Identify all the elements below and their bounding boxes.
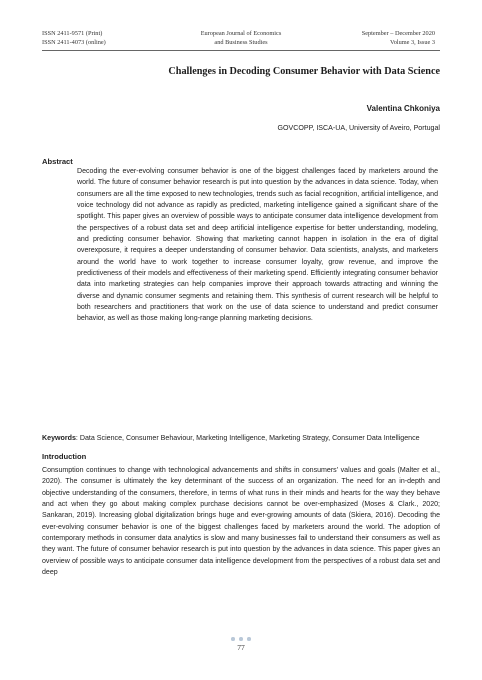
journal-name-line1: European Journal of Economics [200, 30, 282, 37]
header-divider [42, 50, 440, 51]
issue-date: September – December 2020 [361, 30, 435, 37]
header-issue [362, 30, 435, 47]
page-number: 77 [237, 643, 245, 652]
journal-name-line2: and Business Studies [214, 38, 268, 46]
footer-dots-ornament [0, 637, 482, 641]
keywords-list: : Data Science, Consumer Behaviour, Marketing Intelligence, Marketing Strategy, Consumer Data Intelligence [75, 434, 420, 442]
abstract-body: Decoding the ever-evolving consumer behavior is one of the biggest challenges faced by marketers around the world. The future of consumer behavior research is put into question by the advances in data science. Today, when consumers are all the time exposed to new technologies, trends such as facial recognition, artificial intelligence, and voice technology did not advance as rapidly as predicted, marketing intelligence gained a significant share of the spotlight. This paper gives an overview of possible ways to anticipate consumer data intelligence development from the perspectives of a robust data set and deep artificial intelligence expertise for better understanding, modeling, and predicting consumer behavior. Showing that marketing cannot happen in isolation in the era of digital overexposure, it requires a deeper understanding of consumer behavior. Data scientists, analysts, and marketers around the world have to work together to increase consumer loyalty, grow revenue, and improve the predictiveness of their models and effectiveness of their marketing spend. Efficiently integrating consumer behavior data into marketing strategies can help companies improve their approach towards attracting and winning the diverse and dynamic consumer segments and retaining them. This synthesis of current research will be helpful to both researchers and practitioners that work on the use of data science to understand and predict consumer behavior, as well as those making long-range planning marketing decisions. [77, 168, 438, 323]
introduction-heading: Introduction [42, 452, 87, 461]
ornament-dot [247, 637, 251, 641]
keywords [42, 433, 440, 444]
author-affiliation: GOVCOPP, ISCA-UA, University of Aveiro, Portugal [277, 124, 440, 132]
ornament-dot [231, 637, 235, 641]
abstract-heading: Abstract [42, 157, 73, 166]
issn-print: ISSN 2411-9571 (Print) [42, 30, 103, 37]
author-name: Valentina Chkoniya [366, 104, 440, 113]
introduction-body: Consumption continues to change with technological advancements and shifts in consumers’ values and goals (Malter et al., 2020). The consumer is ultimately the key determinant of the success of an organization. The need for an in-depth and objective understanding of the consumers, therefore, in terms of what runs in their minds and hearts for the way they behave and act when they go about making complex purchase decisions cannot be over-emphasized (Moses & Clark., 2020; Sankaran, 2019). Increasing global digitalization brings huge and ever-growing amounts of data (Skiera, 2016). Decoding the ever-evolving consumer behavior is one of the biggest challenges faced by marketers around the world. The adoption of contemporary methods in consumer data analytics is slow and many businesses fail to understand their consumers as well as they want. The future of consumer behavior research is put into question by the advances in data science. This paper gives an overview of possible ways to anticipate consumer data intelligence development from the perspectives of a robust data set and deep [42, 467, 440, 577]
article-title: Challenges in Decoding Consumer Behavior with Data Science [168, 66, 440, 77]
ornament-dot [239, 637, 243, 641]
issn-online: ISSN 2411-4073 (online) [42, 38, 106, 46]
issue-volume: Volume 3, Issue 3 [389, 38, 435, 46]
keywords-label: Keywords [42, 434, 76, 442]
